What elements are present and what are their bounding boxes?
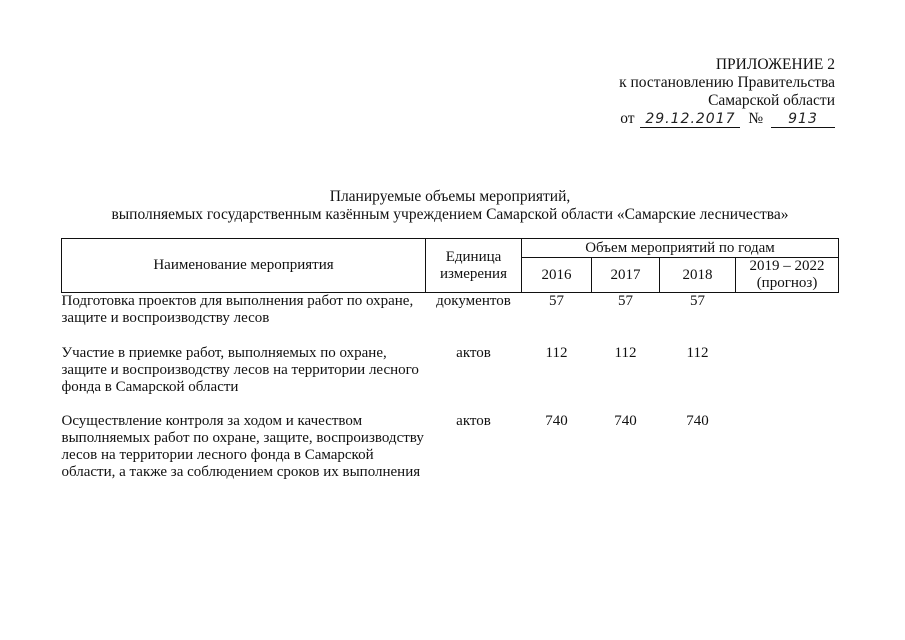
table-row <box>62 293 839 346</box>
value-2018: 740 <box>686 413 709 429</box>
unit-cell: документов <box>436 293 511 309</box>
header-year-2018: 2018 <box>660 258 736 293</box>
header-year-2016: 2016 <box>522 258 592 293</box>
header-year-2017: 2017 <box>592 258 660 293</box>
value-2018: 112 <box>686 345 709 361</box>
appendix-block <box>535 56 835 128</box>
table-row <box>62 413 839 503</box>
appendix-date-number-line <box>535 110 835 128</box>
unit-cell: актов <box>456 413 491 429</box>
document-title <box>60 188 840 224</box>
title-line-1: Планируемые объемы мероприятий, <box>329 188 571 205</box>
header-forecast-2019-2022: 2019 – 2022 (прогноз) <box>736 258 839 293</box>
unit-cell: актов <box>456 345 491 361</box>
value-forecast <box>736 293 839 346</box>
value-2016: 740 <box>545 413 568 429</box>
appendix-label: ПРИЛОЖЕНИЕ 2 <box>715 56 835 73</box>
title-line-2: выполняемых государственным казённым учреждением Самарской области «Самарские лесничества» <box>111 206 789 223</box>
value-forecast <box>736 345 839 413</box>
header-activity-name: Наименование мероприятия <box>62 239 426 293</box>
table-row <box>62 345 839 413</box>
handwritten-number: 913 <box>771 111 835 128</box>
activity-volumes-table <box>61 238 839 503</box>
value-2016: 57 <box>549 293 564 309</box>
appendix-resolution-line: к постановлению Правительства <box>619 74 835 91</box>
activity-name: Подготовка проектов для выполнения работ по охране, защите и воспроизводству лесов <box>61 293 414 326</box>
value-2017: 112 <box>614 345 637 361</box>
value-forecast <box>736 413 839 503</box>
header-unit: Единица измерения <box>426 239 522 293</box>
date-prefix: от <box>620 110 635 127</box>
value-2018: 57 <box>690 293 705 309</box>
handwritten-date: 29.12.2017 <box>640 111 740 128</box>
number-prefix: № <box>748 110 764 127</box>
value-2016: 112 <box>545 345 568 361</box>
activity-name: Участие в приемке работ, выполняемых по охране, защите и воспроизводству лесов на территории лесного фонда в Самарской области <box>61 345 419 395</box>
value-2017: 57 <box>618 293 633 309</box>
value-2017: 740 <box>614 413 637 429</box>
appendix-region-line: Самарской области <box>708 92 835 109</box>
activity-name: Осуществление контроля за ходом и качеством выполняемых работ по охране, защите, воспроизводству лесов на территории лесного фонда в Самарской области, а также за соблюдением сроков их выполнения <box>61 413 424 480</box>
header-volume-by-years: Объем мероприятий по годам <box>522 239 839 258</box>
